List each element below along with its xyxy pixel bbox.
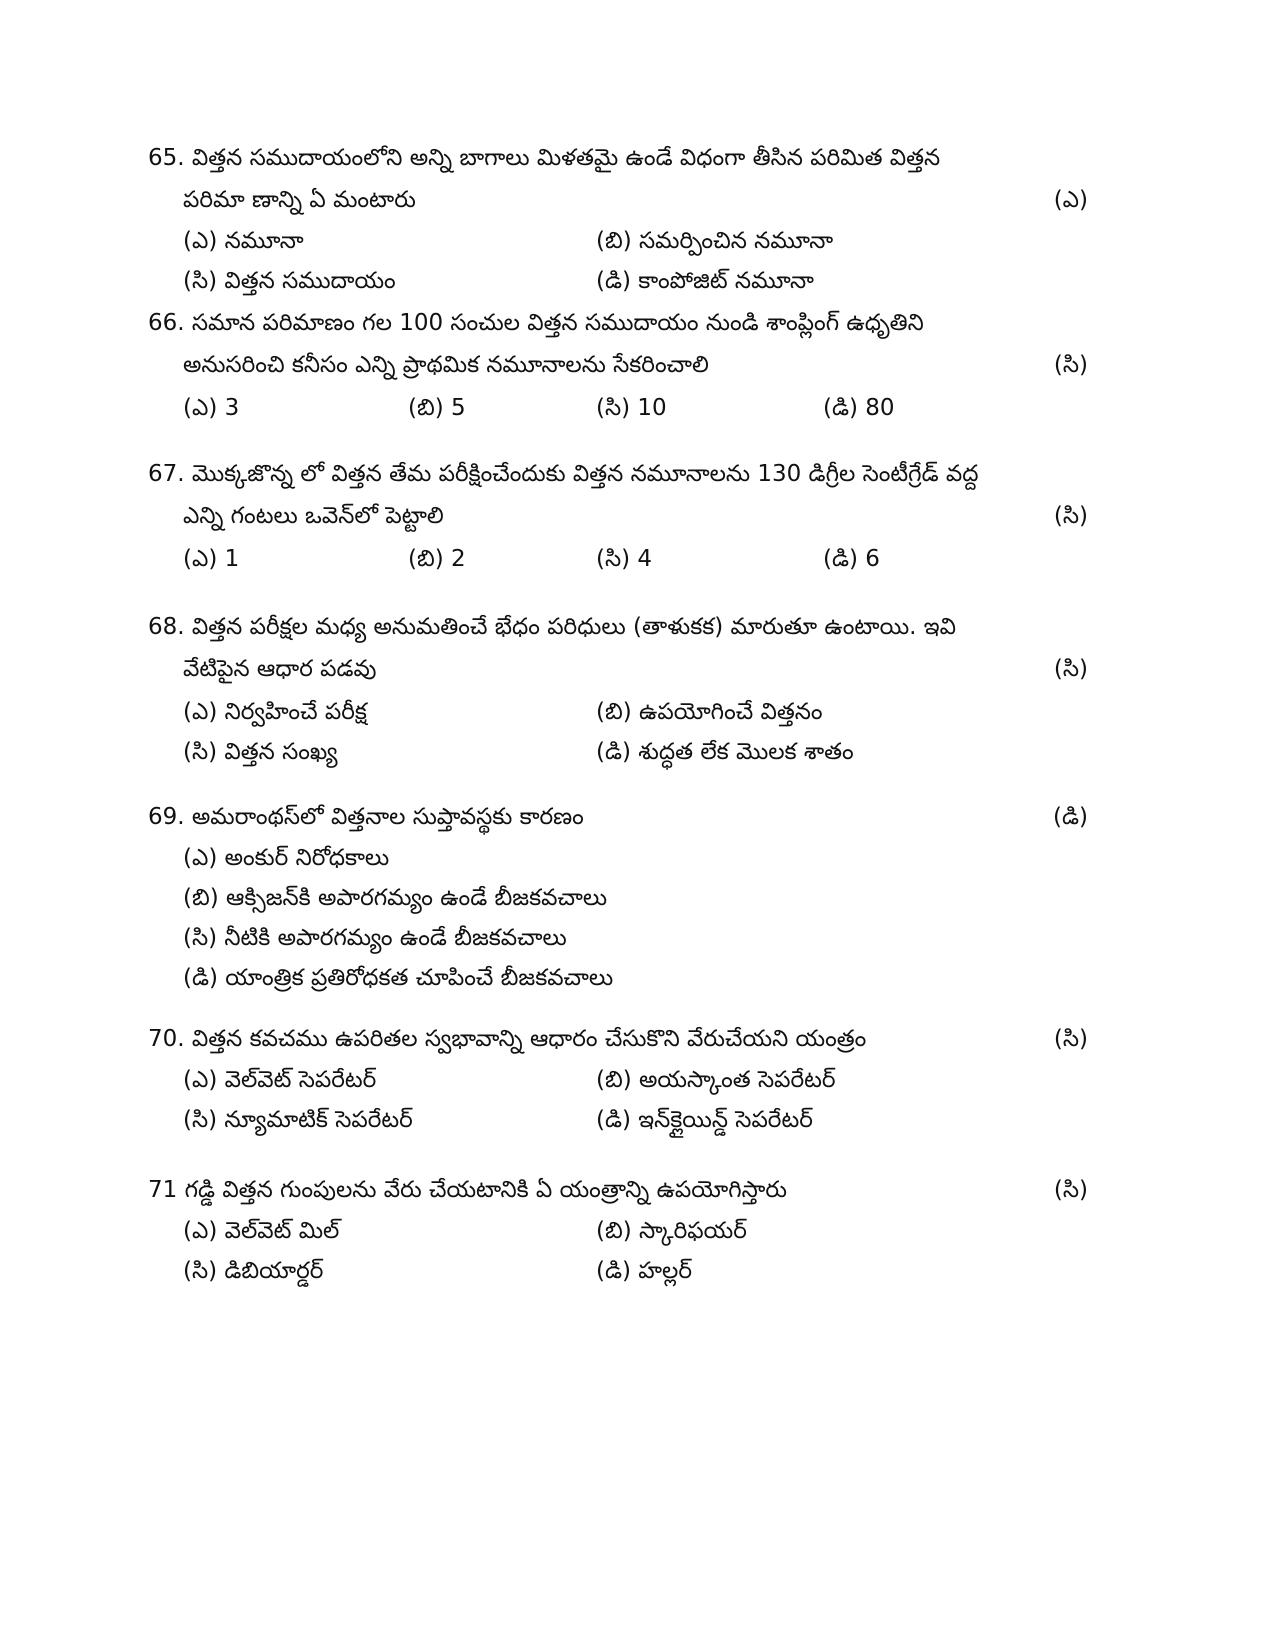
options-row: [148, 539, 1088, 579]
question-70: [148, 1018, 1088, 1140]
options-row: [148, 261, 1088, 301]
option-d: (డి) శుద్ధత లేక మొలక శాతం: [596, 739, 854, 765]
option-d: (డి) ఇన్‌క్లైయిన్డ్ సెపరేటర్: [596, 1107, 813, 1133]
question-68: [148, 606, 1088, 772]
option-a: (ఎ) అంకుర్ నిరోధకాలు: [183, 845, 390, 871]
option-b: (బి) 5: [408, 395, 466, 421]
question-71: [148, 1169, 1088, 1291]
options-row: [148, 692, 1088, 732]
answer-key: (డి): [1053, 804, 1088, 830]
options-row: [148, 388, 1088, 428]
option-d: (డి) హల్లర్: [596, 1258, 692, 1284]
option-a: (ఎ) 1: [183, 546, 240, 572]
options-row: [148, 1211, 1088, 1251]
option-c: (సి) డిబియార్డర్: [183, 1258, 324, 1284]
options-row: [148, 1251, 1088, 1291]
question-69: [148, 796, 1088, 998]
question-66: [148, 302, 1088, 428]
option-b: (బి) స్కారిఫయర్: [596, 1218, 747, 1244]
question-text: 67. మొక్కజొన్న లో విత్తన తేమ పరీక్షించేందుకు విత్తన నమూనాలను 130 డిగ్రీల సెంటీగ్రేడ్ వద్ద: [148, 461, 979, 487]
option-a: (ఎ) 3: [183, 395, 240, 421]
answer-key: (సి): [1053, 503, 1088, 529]
question-text: పరిమా ణాన్ని ఏ మంటారు (ఎ): [148, 179, 1088, 221]
question-text: 70. విత్తన కవచము ఉపరితల స్వభావాన్ని ఆధారం చేసుకొని వేరుచేయని యంత్రం (సి): [148, 1018, 1088, 1060]
option-c: (సి) న్యూమాటిక్ సెపరేటర్: [183, 1107, 413, 1133]
option-d: (డి) కాంపోజిట్ నమూనా: [596, 268, 814, 294]
question-text: అనుసరించి కనీసం ఎన్ని ప్రాథమిక నమూనాలను సేకరించాలి (సి): [148, 344, 1088, 386]
option-d: (డి) 80: [823, 395, 895, 421]
question-text: 68. విత్తన పరీక్షల మధ్య అనుమతించే భేధం పరిధులు (తాళుకక) మారుతూ ఉంటాయి. ఇవి: [148, 614, 956, 640]
question-65: [148, 137, 1088, 301]
option-c: (సి) విత్తన సంఖ్య: [183, 739, 338, 765]
options-row: [148, 1060, 1088, 1100]
answer-key: (సి): [1053, 1177, 1088, 1203]
question-text: వేటిపైన ఆధార పడవు (సి): [148, 648, 1088, 690]
option-a: (ఎ) నమూనా: [183, 228, 304, 254]
option-c: (సి) 10: [596, 395, 667, 421]
answer-key: (సి): [1053, 1026, 1088, 1052]
option-b: (బి) సమర్పించిన నమూనా: [596, 228, 834, 254]
options-row: [148, 1100, 1088, 1140]
option-d: (డి) 6: [823, 546, 880, 572]
options-row: [148, 221, 1088, 261]
option-b: (బి) ఉపయోగించే విత్తనం: [596, 699, 823, 725]
option-b: (బి) ఆక్సిజన్‌కి అపారగమ్యం ఉండే బీజకవచాలు: [183, 885, 608, 911]
answer-key: (సి): [1053, 352, 1088, 378]
options-row: [148, 732, 1088, 772]
option-d: (డి) యాంత్రిక ప్రతిరోధకత చూపించే బీజకవచాలు: [183, 965, 614, 991]
question-text: ఎన్ని గంటలు ఒవెన్‌లో పెట్టాలి (సి): [148, 495, 1088, 537]
option-a: (ఎ) వెల్‌వెట్ సెపరేటర్: [183, 1067, 377, 1093]
option-b: (బి) 2: [408, 546, 466, 572]
option-a: (ఎ) నిర్వహించే పరీక్ష: [183, 699, 367, 725]
question-text: 65. విత్తన సముదాయంలోని అన్ని బాగాలు మిళతమై ఉండే విధంగా తీసిన పరిమిత విత్తన: [148, 145, 941, 171]
question-text: 69. అమరాంథస్‌లో విత్తనాల సుప్తావస్థకు కారణం (డి): [148, 796, 1088, 838]
answer-key: (ఎ): [1053, 187, 1088, 213]
option-a: (ఎ) వెల్‌వెట్ మిల్: [183, 1218, 340, 1244]
option-c: (సి) 4: [596, 546, 653, 572]
question-text: 71 గడ్డి విత్తన గుంపులను వేరు చేయటానికి ఏ యంత్రాన్ని ఉపయోగిస్తారు (సి): [148, 1169, 1088, 1211]
option-c: (సి) నీటికి అపారగమ్యం ఉండే బీజకవచాలు: [183, 925, 567, 951]
option-b: (బి) అయస్కాంత సెపరేటర్: [596, 1067, 836, 1093]
question-text: 66. సమాన పరిమాణం గల 100 సంచుల విత్తన సముదాయం నుండి శాంప్లింగ్ ఉధృతిని: [148, 310, 924, 336]
question-67: [148, 453, 1088, 579]
option-c: (సి) విత్తన సముదాయం: [183, 268, 396, 294]
answer-key: (సి): [1053, 656, 1088, 682]
